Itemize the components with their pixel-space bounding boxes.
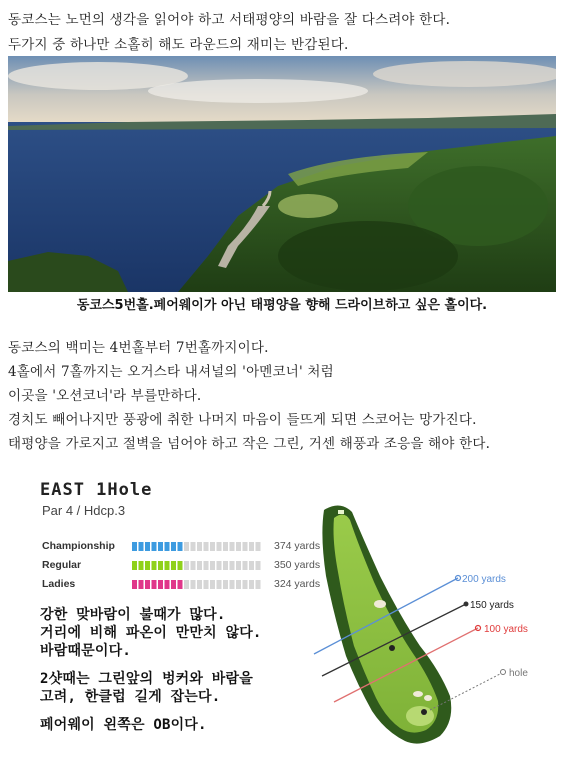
- strategy-note-1: 강한 맞바람이 불때가 많다.: [40, 607, 226, 623]
- photo-caption: 동코스5번홀.페어웨이가 아닌 태평양을 향해 드라이브하고 싶은 홀이다.: [76, 298, 488, 313]
- body-line-1: 동코스의 백미는 4번홀부터 7번홀까지이다.: [8, 340, 269, 356]
- tee-yards: 350 yards: [274, 559, 321, 571]
- hole-label: hole: [509, 668, 528, 679]
- body-line-5: 태평양을 가로지고 절벽을 넘어야 하고 작은 그린, 거센 해풍과 조응을 해야 한다.: [8, 436, 491, 452]
- body-line-3: 이곳을 '오션코너'라 부를만하다.: [8, 388, 202, 404]
- hole-par: Par 4 / Hdcp.3: [42, 503, 126, 518]
- bunker: [424, 695, 432, 701]
- intro-line-2: 두가지 중 하나만 소홀히 해도 라운드의 재미는 반감된다.: [8, 37, 349, 53]
- strategy-note-6: 페어웨이 왼쪽은 OB이다.: [40, 717, 207, 733]
- pin-marker: [421, 709, 427, 715]
- tee-yardage-bar: [132, 580, 262, 589]
- yard-label-150: 150 yards: [470, 600, 514, 611]
- bunker: [374, 600, 386, 608]
- strategy-note-2: 거리에 비해 파온이 만만치 않다.: [40, 625, 262, 641]
- bunker: [413, 691, 423, 697]
- tee-label: Regular: [42, 559, 82, 571]
- tee-yardage-bar: [132, 561, 262, 570]
- body-line-4: 경치도 빼어나지만 풍광에 취한 나머지 마음이 들뜨게 되면 스코어는 망가진다.: [8, 412, 477, 428]
- tee-label: Ladies: [42, 578, 76, 590]
- course-photo: [8, 56, 556, 292]
- strategy-note-5: 고려, 한클럽 길게 잡는다.: [40, 689, 221, 705]
- hole-map: [300, 496, 564, 764]
- tee-yards: 324 yards: [274, 578, 321, 590]
- green: [406, 706, 434, 726]
- strategy-note-3: 바람때문이다.: [40, 643, 131, 659]
- intro-line-1: 동코스는 노먼의 생각을 읽어야 하고 서태평양의 바람을 잘 다스려야 한다.: [8, 12, 451, 28]
- ball-marker: [389, 645, 395, 651]
- fairway: [334, 514, 439, 732]
- hole-title: EAST 1Hole: [40, 480, 153, 500]
- yard-label-100: 100 yards: [484, 624, 528, 635]
- strategy-note-4: 2샷때는 그린앞의 벙커와 바람을: [40, 671, 253, 687]
- yard-label-200: 200 yards: [462, 574, 506, 585]
- tee-label: Championship: [42, 540, 115, 552]
- tee-yardage-bar: [132, 542, 262, 551]
- tee-box: [338, 510, 344, 514]
- body-line-2: 4홀에서 7홀까지는 오거스타 내셔널의 '아멘코너' 처럼: [8, 364, 334, 380]
- tee-yards: 374 yards: [274, 540, 321, 552]
